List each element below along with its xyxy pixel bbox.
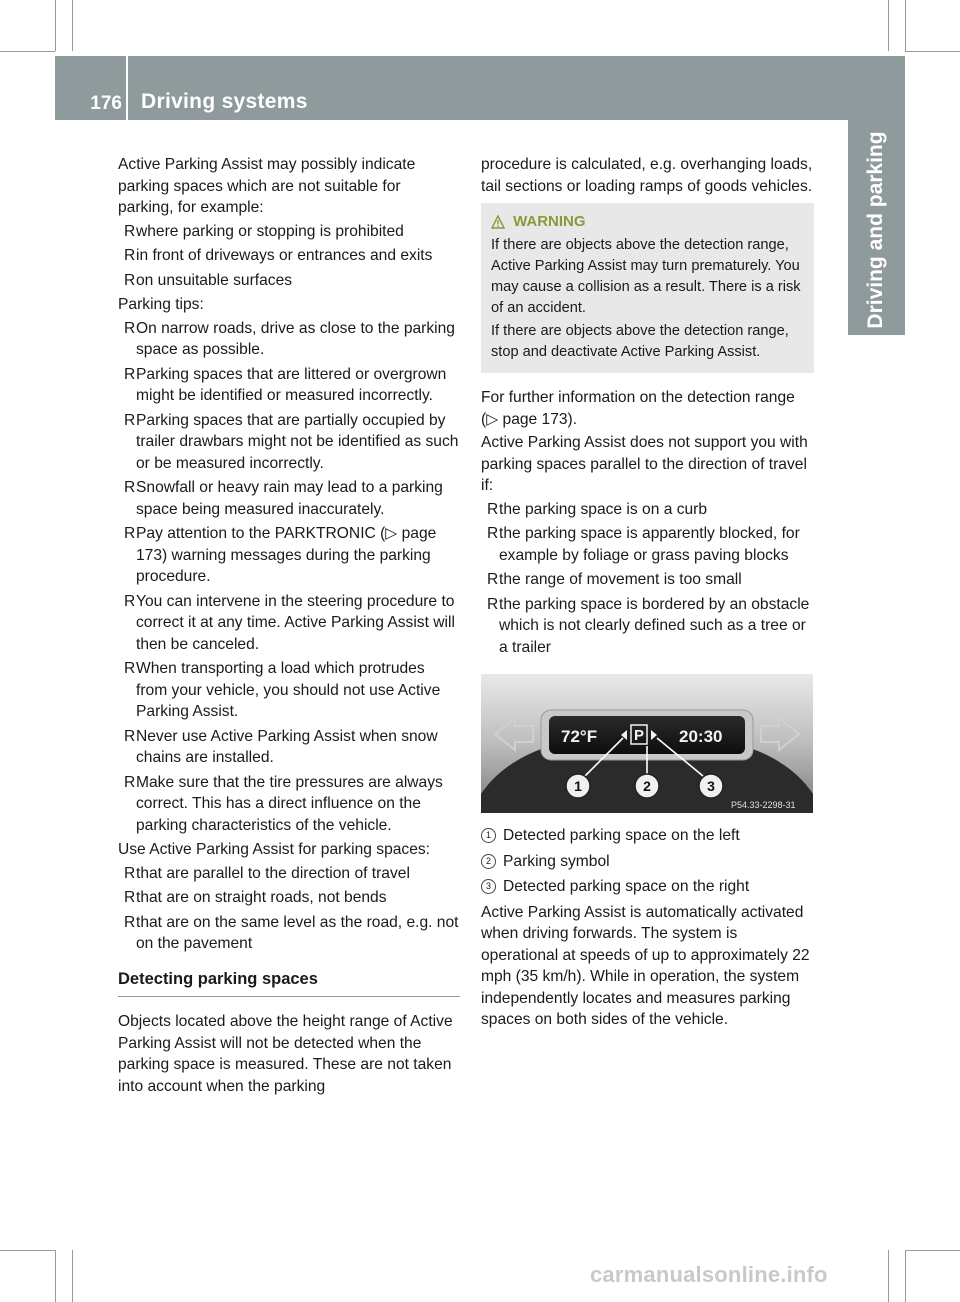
further-info: For further information on the detection range (▷ page 173). — [481, 389, 795, 428]
detect-paragraph: Objects located above the height range of Active Parking Assist will not be detected when the parking space is measured. These are not taken into account when the parking — [118, 1013, 453, 1095]
warning-text: If there are objects above the detection range, Active Parking Assist may turn prematurely. You may cause a collision as a result. There is a risk of an accident. — [491, 237, 801, 316]
right-column — [481, 154, 814, 1033]
crop-mark — [905, 1250, 960, 1251]
list-item: R the range of movement is too small — [487, 571, 742, 588]
bullet: R — [124, 271, 136, 289]
crop-mark — [0, 51, 55, 52]
list-item: R Snowfall or heavy rain may lead to a parking space being measured inaccurately. — [124, 479, 443, 518]
list-item: R in front of driveways or entrances and exits — [118, 245, 460, 267]
header-separator — [126, 56, 128, 120]
instrument-cluster-figure — [481, 674, 813, 813]
list-item: R When transporting a load which protrudes from your vehicle, you should not use Active Parking Assist. — [124, 660, 441, 720]
warning-title: WARNING — [513, 213, 586, 230]
temperature-readout: 72°F — [561, 727, 598, 746]
list-item: R Pay attention to the PARKTRONIC (▷ page 173) warning messages during the parking procedure. — [124, 525, 437, 585]
page-number: 176 — [90, 93, 122, 114]
list-item: R that are on the same level as the road, e.g. not on the pavement — [124, 913, 459, 952]
tips-label: Parking tips: — [118, 296, 204, 313]
use-list — [118, 863, 460, 955]
callout-number: 3 — [707, 778, 715, 794]
bullet: R — [124, 222, 136, 240]
list-item: R the parking space is on a curb — [487, 500, 708, 518]
side-tab-label: Driving and parking — [864, 131, 887, 329]
list-item: R Parking spaces that are partially occupied by trailer drawbars might not be identified as such or be measured incorrectly. — [124, 411, 459, 472]
unsuitable-list — [118, 221, 460, 292]
crop-mark — [888, 1250, 889, 1302]
parking-symbol: P — [634, 727, 645, 744]
list-item: R You can intervene in the steering procedure to correct it at any time. Active Parking Assist will then be canceled. — [124, 592, 455, 653]
list-item: R that are parallel to the direction of travel — [124, 864, 410, 882]
list-item: R on unsuitable surfaces — [118, 270, 460, 292]
list-item: R Never use Active Parking Assist when snow chains are installed. — [124, 727, 438, 766]
callout-number: 1 — [574, 778, 582, 794]
crop-mark — [55, 0, 56, 51]
not-support-paragraph: Active Parking Assist does not support you with parking spaces parallel to the direction of travel if: — [481, 434, 808, 494]
time-readout: 20:30 — [679, 727, 723, 746]
crop-mark — [888, 0, 889, 51]
final-paragraph: Active Parking Assist is automatically activated when driving forwards. The system is operational at speeds of up to approximately 22 mph (35 km/h). While in operation, the system independently locates and measures parking spaces on both sides of the vehicle. — [481, 903, 810, 1028]
figure-code: P54.33-2298-31 — [731, 800, 796, 810]
warning-text: If there are objects above the detection range, stop and deactivate Active Parking Assist. — [491, 323, 789, 360]
list-item: R that are on straight roads, not bends — [124, 889, 387, 906]
crop-mark — [0, 1250, 55, 1251]
crop-mark — [905, 1250, 906, 1302]
legend-item: 1 Detected parking space on the left — [481, 825, 814, 847]
intro-paragraph: Active Parking Assist may possibly indicate parking spaces which are not suitable for parking, for example: — [118, 156, 416, 216]
left-column — [118, 154, 460, 1099]
crop-mark — [905, 51, 960, 52]
warning-icon — [491, 215, 505, 229]
continued-paragraph: procedure is calculated, e.g. overhanging loads, tail sections or loading ramps of goods vehicles. — [481, 156, 813, 195]
watermark: carmanualsonline.info — [590, 1262, 828, 1287]
crop-mark — [72, 0, 73, 51]
legend-item: 3 Detected parking space on the right — [481, 876, 814, 898]
section-title: Driving systems — [141, 90, 308, 113]
list-item: R On narrow roads, drive as close to the parking space as possible. — [124, 319, 455, 358]
crop-mark — [905, 0, 906, 51]
not-support-list — [481, 499, 814, 659]
crop-mark — [72, 1250, 73, 1302]
list-item: R Make sure that the tire pressures are always correct. This has a direct influence on the parking characteristics of the vehicle. — [124, 773, 443, 834]
tips-list — [118, 318, 460, 837]
list-item: R Parking spaces that are littered or overgrown might be identified or measured incorrectly. — [124, 365, 447, 404]
list-item: R the parking space is bordered by an obstacle which is not clearly defined such as a tree or a trailer — [487, 595, 810, 656]
legend-item: 2 Parking symbol — [481, 851, 814, 873]
bullet: R — [124, 247, 136, 264]
section-heading: Detecting parking spaces — [118, 969, 460, 998]
list-item: R where parking or stopping is prohibited — [118, 221, 460, 243]
figure-legend — [481, 825, 814, 898]
use-label: Use Active Parking Assist for parking spaces: — [118, 841, 431, 858]
warning-box — [481, 203, 814, 373]
crop-mark — [55, 1250, 56, 1302]
callout-number: 2 — [643, 778, 651, 794]
list-item: R the parking space is apparently blocked, for example by foliage or grass paving blocks — [487, 525, 800, 564]
